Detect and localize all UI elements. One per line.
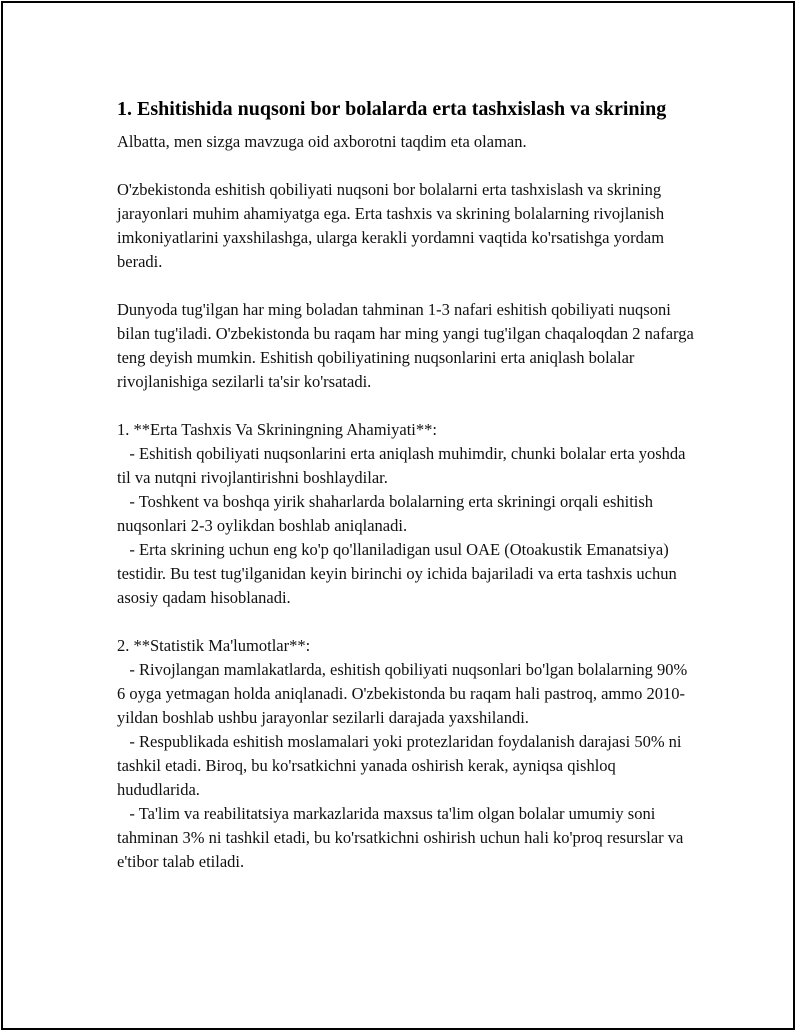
list-item: - Erta skrining uchun eng ko'p qo'llaniladigan usul OAE (Otoakustik Emanatsiya) testidir. Bu test tug'ilganidan keyin birinchi oy ichida bajariladi va erta tashxis uchun asosiy qadam hisoblanadi. (117, 540, 681, 607)
document-title: 1. Eshitishida nuqsoni bor bolalarda erta tashxislash va skrining (117, 98, 667, 120)
section-statistics (117, 634, 697, 874)
section-heading: 2. **Statistik Ma'lumotlar**: (117, 636, 311, 655)
paragraph-overview: O'zbekistonda eshitish qobiliyati nuqsoni bor bolalarni erta tashxislash va skrining jarayonlari muhim ahamiyatga ega. Erta tashxis va skrining bolalarning rivojlanish imkoniyatlarini yaxshilashga, ularga kerakli yordamni vaqtida ko'rsatishga yordam beradi. (117, 180, 669, 271)
list-item: - Rivojlangan mamlakatlarda, eshitish qobiliyati nuqsonlari bo'lgan bolalarning 90% 6 oyga yetmagan holda aniqlanadi. O'zbekistonda bu raqam hali pastroq, ammo 2010-yildan boshlab ushbu jarayonlar sezilarli darajada yaxshilandi. (117, 660, 692, 727)
intro-paragraph: Albatta, men sizga mavzuga oid axborotni taqdim eta olaman. (117, 132, 527, 151)
section-heading: 1. **Erta Tashxis Va Skriningning Ahamiyati**: (117, 420, 437, 439)
list-item: - Toshkent va boshqa yirik shaharlarda bolalarning erta skriningi orqali eshitish nuqsonlari 2-3 oylikdan boshlab aniqlanadi. (117, 492, 658, 535)
section-early-diagnosis (117, 418, 697, 610)
list-item: - Eshitish qobiliyati nuqsonlarini erta aniqlash muhimdir, chunki bolalar erta yoshda til va nutqni rivojlantirishni boshlaydilar. (117, 444, 690, 487)
list-item: - Ta'lim va reabilitatsiya markazlarida maxsus ta'lim olgan bolalar umumiy soni tahminan 3% ni tashkil etadi, bu ko'rsatkichni oshirish uchun hali ko'proq resurslar va e'tibor talab etiladi. (117, 804, 688, 871)
paragraph-statistics-intro: Dunyoda tug'ilgan har ming boladan tahminan 1-3 nafari eshitish qobiliyati nuqsoni bilan tug'iladi. O'zbekistonda bu raqam har ming yangi tug'ilgan chaqaloqdan 2 nafarga teng deyish mumkin. Eshitish qobiliyatining nuqsonlarini erta aniqlash bolalar rivojlanishiga sezilarli ta'sir ko'rsatadi. (117, 300, 698, 391)
document-body (117, 95, 697, 874)
list-item: - Respublikada eshitish moslamalari yoki protezlaridan foydalanish darajasi 50% ni tashkil etadi. Biroq, bu ko'rsatkichni yanada oshirish kerak, ayniqsa qishloq hududlarida. (117, 732, 686, 799)
